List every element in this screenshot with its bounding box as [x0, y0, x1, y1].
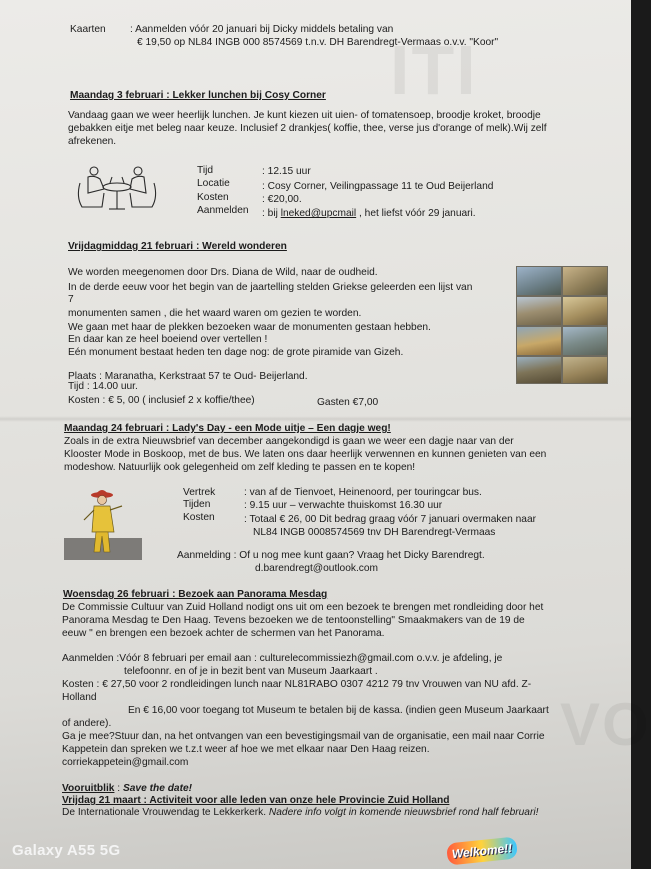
kaarten-line: : Aanmelden vóór 20 januari bij Dicky middels betaling van	[130, 24, 394, 35]
field-label: Tijden	[183, 499, 211, 510]
detail-line: Tijd : 14.00 uur.	[68, 381, 138, 392]
paragraph-line: Zoals in de extra Nieuwsbrief van december aangekondigd is gaan we weer een dagje naar van der	[64, 436, 514, 447]
section-heading: Vrijdagmiddag 21 februari : Wereld wonderen	[68, 241, 287, 252]
field-label: Kosten	[197, 192, 229, 203]
vooruitblik-line: Vooruitblik : Save the date!	[62, 783, 193, 794]
email-link[interactable]: corriekappetein@gmail.com	[62, 757, 189, 768]
welcome-badge: Welkome!!	[446, 836, 518, 865]
aanmelding-line: Aanmelding : Of u nog mee kunt gaan? Vraag het Dicky Barendregt.	[177, 550, 485, 561]
paragraph-line: De Internationale Vrouwendag te Lekkerkerk. Nadere info volgt in komende nieuwsbrief rond half februari!	[62, 807, 539, 818]
wonder-tile	[516, 326, 562, 356]
kaarten-line: € 19,50 op NL84 INGB 000 8574569 t.n.v. DH Barendregt-Vermaas o.v.v. "Koor"	[137, 37, 499, 48]
paragraph-line: Aanmelden :Vóór 8 februari per email aan : culturelecommissiezh@gmail.com o.v.v. je afdeling, je	[62, 653, 503, 664]
cafe-illustration	[74, 163, 160, 213]
detail-line: Kosten : € 5, 00 ( inclusief 2 x koffie/thee)	[68, 395, 255, 406]
kaarten-label: Kaarten	[70, 24, 106, 35]
seven-wonders-image	[516, 266, 608, 384]
paragraph-line: We worden meegenomen door Drs. Diana de Wild, naar de oudheid.	[68, 267, 378, 278]
vooruitblik-label: Vooruitblik	[62, 783, 115, 794]
section-heading: Maandag 3 februari : Lekker lunchen bij Cosy Corner	[70, 90, 326, 101]
paragraph-line: Eén monument bestaat heden ten dage nog: de grote piramide van Gizeh.	[68, 347, 404, 358]
paragraph-line: En daar kan ze heel boeiend over vertellen !	[68, 334, 268, 345]
field-value: : €20,00.	[262, 194, 302, 205]
field-value: : 12.15 uur	[262, 166, 311, 177]
section-heading: Maandag 24 februari : Lady's Day - een Mode uitje – Een dagje weg!	[64, 423, 391, 434]
paragraph-line: Vandaag gaan we weer heerlijk lunchen. Je kunt kiezen uit uien- of tomatensoep, broodje kroket, broodje	[68, 110, 541, 121]
paragraph-line: Kappetein dan spreken we t.z.t weer af hoe we met elkaar naar Den Haag reizen.	[62, 744, 430, 755]
field-label: Tijd	[197, 165, 214, 176]
save-the-date: Save the date!	[122, 783, 193, 794]
field-value: : bij lneked@upcmail , het liefst vóór 29 januari.	[262, 208, 476, 219]
wonder-tile	[516, 266, 562, 296]
detail-line: Gasten €7,00	[317, 397, 379, 408]
wonder-tile	[562, 326, 608, 356]
paragraph-line: monumenten samen , die het waard waren om gezien te worden.	[68, 308, 362, 319]
wonder-tile	[562, 296, 608, 326]
field-value: : 9.15 uur – verwachte thuiskomst 16.30 uur	[244, 500, 443, 511]
lady-illustration	[64, 486, 146, 560]
camera-watermark: Galaxy A55 5G	[12, 842, 121, 859]
field-label: Locatie	[197, 178, 230, 189]
paragraph-line: afrekenen.	[68, 136, 117, 147]
paper-fold	[0, 416, 631, 422]
field-value: : Cosy Corner, Veilingpassage 11 te Oud Beijerland	[262, 181, 494, 192]
paragraph-line: modeshow. Natuurlijk ook gelegenheid om zelf kleding te passen en te kopen!	[64, 462, 416, 473]
field-value: : Totaal € 26, 00 Dit bedrag graag vóór 7 januari overmaken naar	[244, 514, 537, 525]
section-heading: Vrijdag 21 maart : Activiteit voor alle leden van onze hele Provincie Zuid Holland	[62, 795, 450, 806]
field-label: Kosten	[183, 512, 215, 523]
paragraph-line: telefoonnr. en of je in bezit bent van Museum Jaarkaart .	[124, 666, 378, 677]
email-link[interactable]: lneked@upcmail	[280, 208, 357, 219]
paragraph-line: En € 16,00 voor toegang tot Museum te betalen bij de kassa. (indien geen Museum Jaarkaart	[128, 705, 549, 716]
section-heading: Woensdag 26 februari : Bezoek aan Panorama Mesdag	[63, 589, 328, 600]
paragraph-line: De Commissie Cultuur van Zuid Holland nodigt ons uit om een bezoek te brengen met rondleiding door het	[62, 602, 544, 613]
wonder-tile	[516, 296, 562, 326]
field-value: NL84 INGB 0008574569 tnv DH Barendregt-Vermaas	[253, 527, 496, 538]
field-label: Aanmelden	[197, 205, 249, 216]
field-label: Vertrek	[183, 487, 216, 498]
wonder-tile	[516, 356, 562, 384]
paragraph-line: eeuw " en brengen een bezoek achter de schermen van het Panorama.	[62, 628, 385, 639]
wonder-tile	[562, 266, 608, 296]
paragraph-line: Kosten : € 27,50 voor 2 rondleidingen lunch naar NL81RABO 0307 4212 79 tnv Vrouwen van NU afd. Z-	[62, 679, 532, 690]
bleed-through-watermark: VO	[560, 691, 651, 758]
paragraph-line: Ga je mee?Stuur dan, na het ontvangen van een bevestigingsmail van de organisatie, een mail naar Corrie	[62, 731, 545, 742]
paragraph-line: gebakken eitje met beleg naar keuze. Inclusief 2 drankjes( koffie, thee, verse jus d'orange of melk).Wij zelf	[68, 123, 547, 134]
detail-line: Plaats : Maranatha, Kerkstraat 57 te Oud- Beijerland.	[68, 371, 308, 382]
paragraph-line: In de derde eeuw voor het begin van de jaartelling stelden Griekse geleerden een lijst van	[68, 282, 473, 293]
wonder-tile	[562, 356, 608, 384]
paragraph-line: Klooster Mode in Boskoop, met de bus. We laten ons daar heerlijk verwennen en kunnen genieten van een	[64, 449, 547, 460]
paragraph-line: of andere).	[62, 718, 112, 729]
paragraph-line: Panorama Mesdag te Den Haag. Tevens bezoeken we de tentoonstelling" Smaakmakers van de 19 de	[62, 615, 525, 626]
field-value: : van af de Tienvoet, Heinenoord, per touringcar bus.	[244, 487, 482, 498]
paragraph-line: We gaan met haar de plekken bezoeken waar de monumenten gestaan hebben.	[68, 322, 431, 333]
bleed-through-watermark: ITI	[390, 31, 478, 109]
email-link[interactable]: d.barendregt@outlook.com	[255, 563, 379, 574]
paragraph-line: Holland	[62, 692, 97, 703]
paragraph-line: 7	[68, 294, 74, 305]
